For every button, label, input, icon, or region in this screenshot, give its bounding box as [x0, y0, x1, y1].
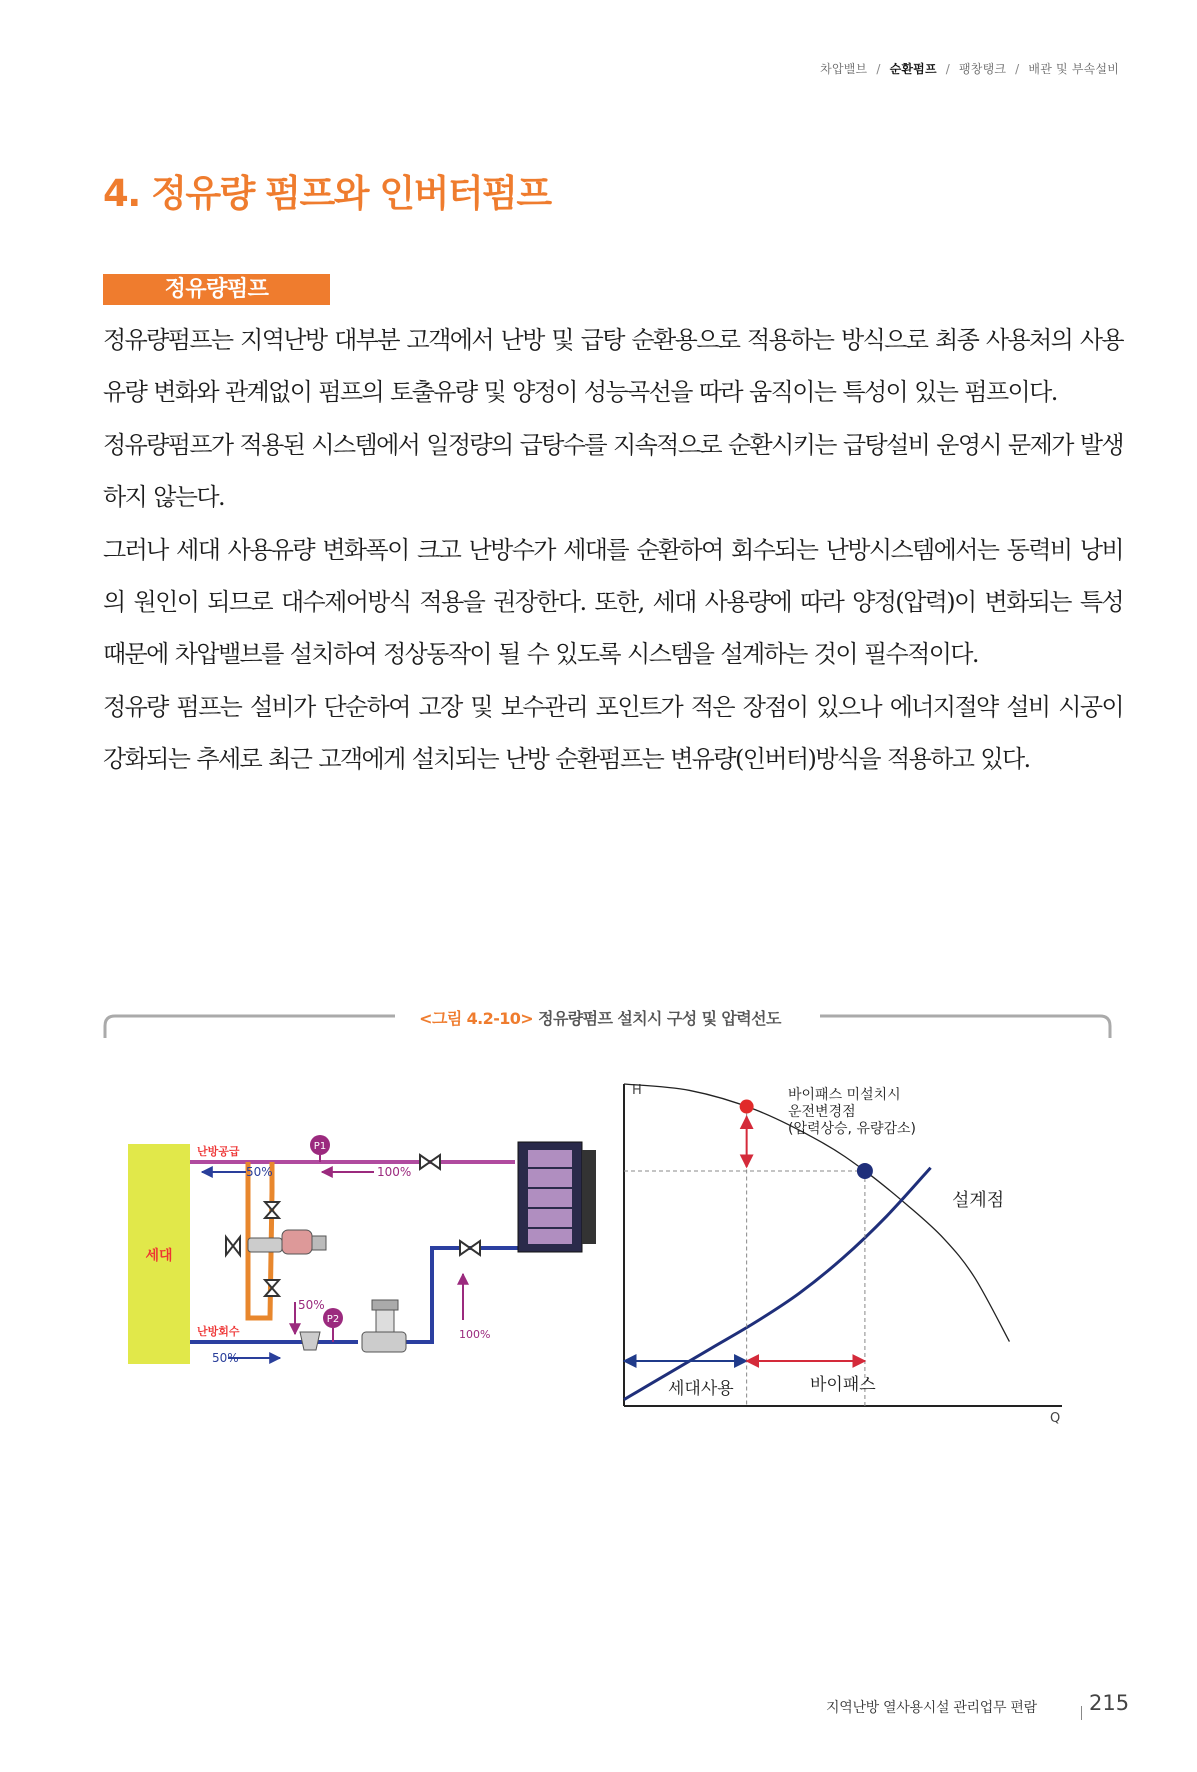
breadcrumb-item-active[interactable]: 순환펌프 [889, 62, 937, 76]
breadcrumb-item[interactable]: 팽창탱크 [959, 62, 1007, 76]
annotation-text: (압력상승, 유량감소) [788, 1121, 917, 1137]
gauge-label: P2 [326, 1314, 340, 1325]
y-axis-label: H [632, 1083, 642, 1098]
flow-label: 50% [212, 1351, 239, 1365]
flow-label: 50% [298, 1298, 325, 1312]
operating-change-point [740, 1100, 754, 1114]
breadcrumb-item[interactable]: 배관 및 부속설비 [1028, 62, 1119, 76]
design-point-label: 설계점 [952, 1190, 1005, 1211]
piping-schematic [120, 1120, 620, 1390]
footer-title: 지역난방 열사용시설 관리업무 편람 [826, 1700, 1037, 1716]
system-resistance-curve [624, 1168, 931, 1400]
supply-label: 난방공급 [197, 1145, 240, 1158]
paragraph: 정유량펌프는 지역난방 대부분 고객에서 난방 및 급탕 순환용으로 적용하는 방식으로 최종 사용처의 사용유량 변화와 관계없이 펌프의 토출유량 및 양정이 성능곡선을 따라 움직이는 특성이 있는 펌프이다. [103, 326, 1123, 407]
flow-label: 50% [246, 1165, 273, 1179]
breadcrumb-separator: / [945, 62, 950, 76]
page-number: 215 [1089, 1691, 1130, 1715]
flow-label: 100% [459, 1328, 491, 1341]
paragraph: 그러나 세대 사용유량 변화폭이 크고 난방수가 세대를 순환하여 회수되는 난방시스템에서는 동력비 낭비의 원인이 되므로 대수제어방식 적용을 권장한다. 또한, 세대 사용량에 따라 양정(압력)이 변화되는 특성 때문에 차압밸브를 설치하여 정상동작이 될 수 있도록 시스템을 설계하는 것이 필수적이다. [103, 535, 1123, 669]
footer-divider [1081, 1706, 1082, 1720]
section-label: 정유량펌프 [103, 274, 330, 305]
paragraph: 정유량펌프가 적용된 시스템에서 일정량의 급탕수를 지속적으로 순환시키는 급탕설비 운영시 문제가 발생하지 않는다. [103, 430, 1123, 512]
design-point [857, 1163, 873, 1179]
page-title: 4. 정유량 펌프와 인버터펌프 [103, 172, 551, 215]
annotation-text: 운전변경점 [788, 1104, 856, 1120]
breadcrumb-separator: / [876, 62, 881, 76]
pressure-chart [612, 1070, 1072, 1430]
return-label: 난방회수 [197, 1325, 240, 1338]
valve-icon [226, 1237, 240, 1255]
bypass-label: 바이패스 [810, 1375, 876, 1395]
flow-label: 100% [377, 1165, 412, 1179]
annotation-text: 바이패스 미설치시 [788, 1087, 901, 1103]
differential-pressure-valve-icon [248, 1230, 326, 1254]
breadcrumb-item[interactable]: 차압밸브 [820, 62, 868, 76]
pump-icon [362, 1300, 406, 1352]
valve-icon [265, 1280, 279, 1296]
x-axis-label: Q [1050, 1411, 1061, 1426]
figure-title [395, 1006, 805, 1029]
valve-icon [265, 1202, 279, 1218]
valve-icon [460, 1241, 480, 1255]
paragraph: 정유량 펌프는 설비가 단순하여 고장 및 보수관리 포인트가 적은 장점이 있으나 에너지절약 설비 시공이 강화되는 추세로 최근 고객에게 설치되는 난방 순환펌프는 변유량(인버터)방식을 적용하고 있다. [103, 692, 1123, 774]
household-label: 세대 [145, 1248, 173, 1264]
breadcrumb-separator: / [1015, 62, 1020, 76]
breadcrumb [820, 60, 1119, 77]
heat-exchanger-icon [518, 1142, 596, 1252]
strainer-icon [300, 1332, 320, 1350]
figure-caption: 정유량펌프 설치시 구성 및 압력선도 [538, 1009, 781, 1028]
valve-icon [420, 1155, 440, 1169]
gauge-label: P1 [313, 1141, 327, 1152]
figure-number: <그림 4.2-10> [419, 1009, 534, 1028]
household-use-label: 세대사용 [668, 1379, 734, 1399]
body-text [103, 314, 1123, 786]
